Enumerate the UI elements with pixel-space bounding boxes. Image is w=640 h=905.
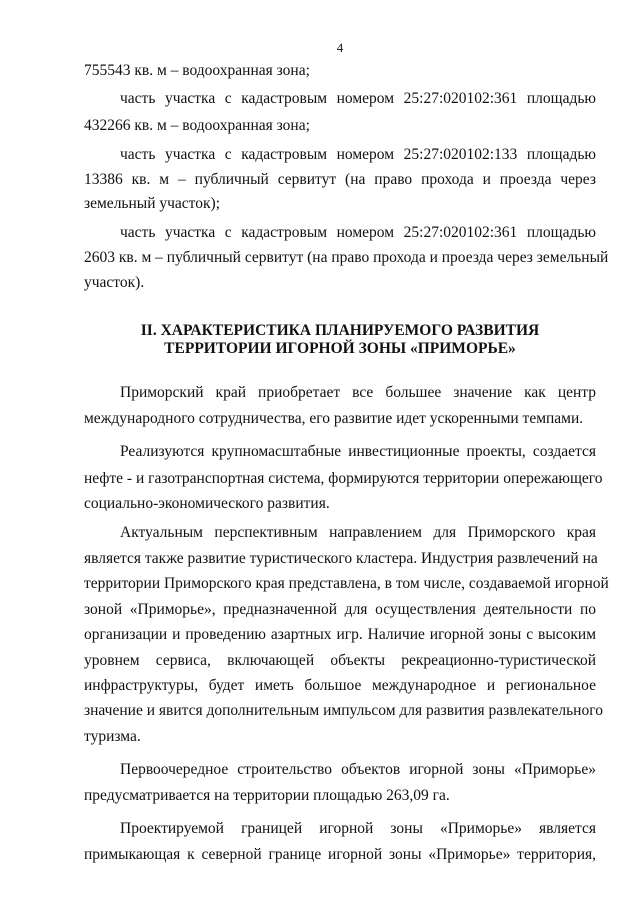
text-line: участок). — [84, 274, 145, 291]
text-line: организации и проведению азартных игр. Наличие игорной зоны с высоким — [84, 626, 596, 643]
text-line: 755543 кв. м – водоохранная зона; — [84, 62, 310, 79]
text-line: территории Приморского края представлена, в том числе, создаваемой игорной — [84, 575, 609, 592]
section-heading: II. ХАРАКТЕРИСТИКА ПЛАНИРУЕМОГО РАЗВИТИЯ — [140, 322, 540, 339]
text-line: Проектируемой границей игорной зоны «Приморье» является — [120, 820, 596, 837]
text-line: часть участка с кадастровым номером 25:27:020102:133 площадью — [120, 146, 596, 163]
text-line: зоной «Приморье», предназначенной для осуществления деятельности по — [84, 601, 596, 618]
page-number: 4 — [336, 40, 344, 55]
text-line: 2603 кв. м – публичный сервитут (на право прохода и проезда через земельный — [84, 249, 609, 266]
text-line: инфраструктуры, будет иметь большое международное и региональное — [84, 677, 596, 694]
text-line: международного сотрудничества, его развитие идет ускоренными темпами. — [84, 410, 584, 427]
text-line: значение и явится дополнительным импульсом для развития развлекательного — [84, 702, 603, 719]
text-line: 13386 кв. м – публичный сервитут (на право прохода и проезда через — [84, 171, 596, 188]
text-line: социально-экономического развития. — [84, 495, 330, 512]
text-line: Реализуются крупномасштабные инвестиционные проекты, создается — [120, 443, 596, 460]
text-line: часть участка с кадастровым номером 25:27:020102:361 площадью — [120, 90, 596, 107]
text-line: Приморский край приобретает все большее значение как центр — [120, 384, 596, 401]
section-heading: ТЕРРИТОРИИ ИГОРНОЙ ЗОНЫ «ПРИМОРЬЕ» — [164, 340, 516, 357]
text-line: является также развитие туристического кластера. Индустрия развлечений на — [84, 550, 598, 567]
text-line: туризма. — [84, 728, 141, 745]
text-line: примыкающая к северной границе игорной зоны «Приморье» территория, — [84, 846, 596, 863]
text-line: часть участка с кадастровым номером 25:27:020102:361 площадью — [120, 224, 596, 241]
text-line: предусматривается на территории площадью 263,09 га. — [84, 787, 450, 804]
text-line: земельный участок); — [84, 195, 220, 212]
text-line: уровнем сервиса, включающей объекты рекреационно-туристической — [84, 652, 596, 669]
text-line: нефте - и газотранспортная система, формируются территории опережающего — [84, 470, 603, 487]
text-line: Актуальным перспективным направлением для Приморского края — [120, 524, 596, 541]
text-line: Первоочередное строительство объектов игорной зоны «Приморье» — [120, 761, 596, 778]
text-line: 432266 кв. м – водоохранная зона; — [84, 117, 310, 134]
